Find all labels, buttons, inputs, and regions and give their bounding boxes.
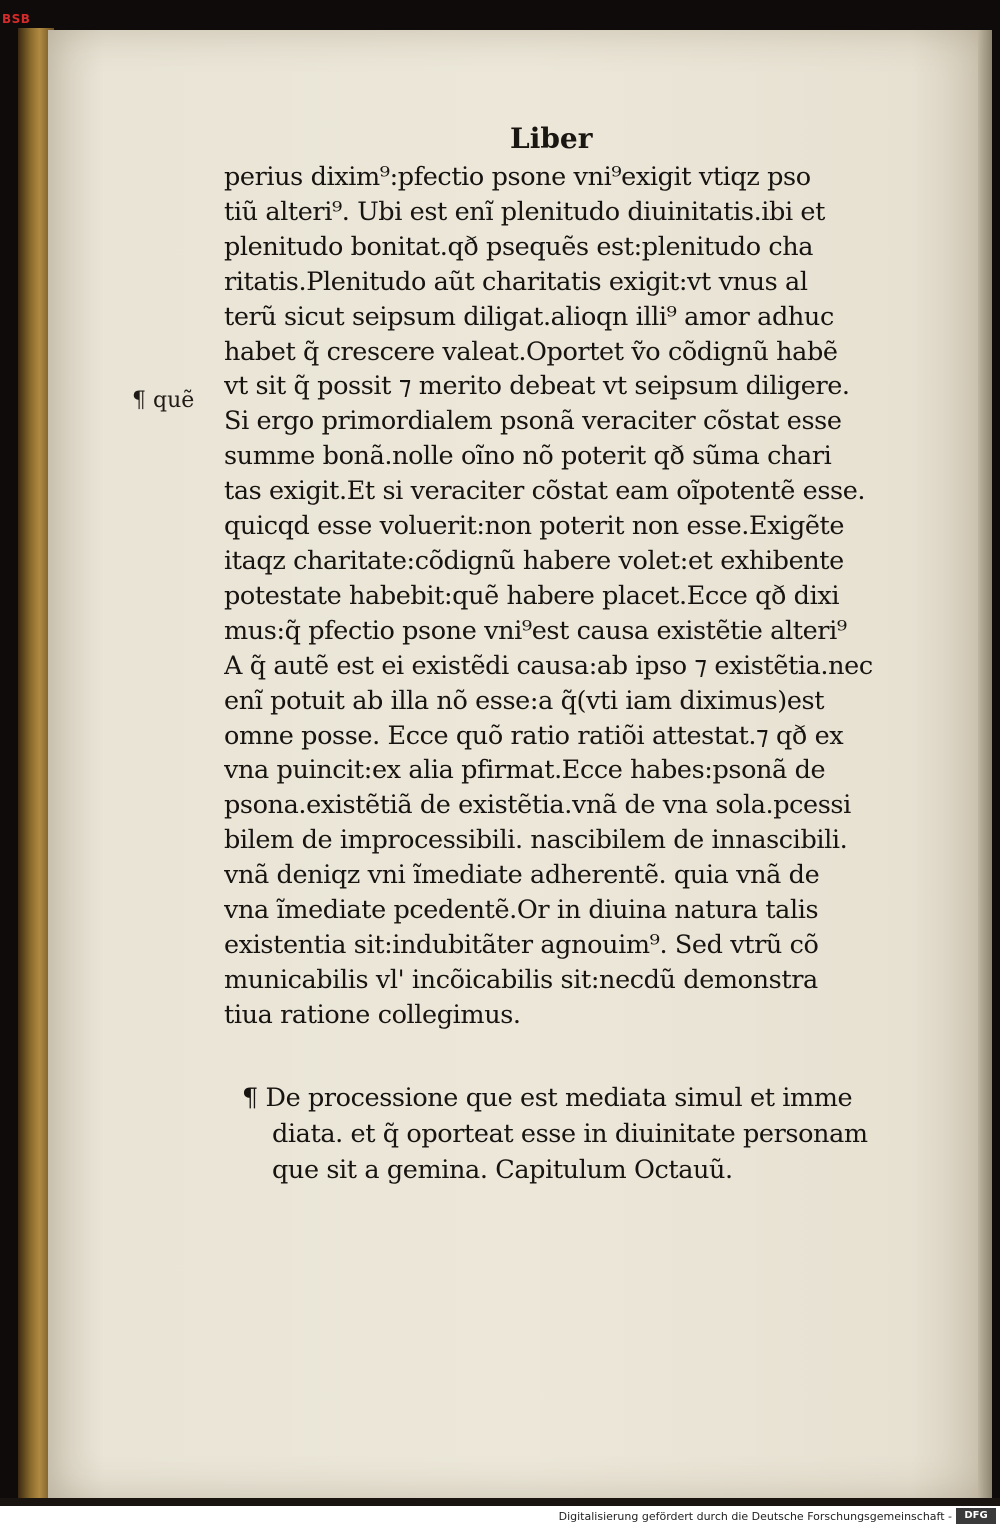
heading-line: ¶ De processione que est mediata simul et imme (242, 1083, 853, 1113)
text-line: vna puincit:ex alia pfirmat.Ecce habes:psonã de (224, 755, 826, 786)
text-line: vnã deniqz vni ĩmediate adherentẽ. quia vnã de (224, 860, 820, 891)
text-line: potestate habebit:quẽ habere placet.Ecce qð dixi (224, 580, 840, 611)
text-line: psona.existẽtiã de existẽtia.vnã de vna sola.pcessi (224, 790, 851, 821)
running-head: Liber (510, 122, 593, 155)
text-line: tiũ alteri⁹. Ubi est enĩ plenitudo diuinitatis.ibi et (224, 196, 825, 227)
dfg-logo: DFG (956, 1508, 996, 1524)
text-line: ritatis.Plenitudo aũt charitatis exigit:vt vnus al (224, 266, 808, 297)
text-line: bilem de improcessibili. nascibilem de innascibili. (224, 825, 848, 856)
text-line: existentia sit:indubitãter agnouim⁹. Sed vtrũ cõ (224, 929, 819, 960)
text-line: vna ĩmediate pcedentẽ.Or in diuina natura talis (224, 895, 819, 926)
main-text-block (224, 160, 914, 1033)
margin-note: ¶ quẽ (132, 388, 195, 413)
text-line: perius dixim⁹:pfectio psone vni⁹exigit vtiqz pso (224, 162, 811, 192)
text-line: itaqz charitate:cõdignũ habere volet:et exhibente (224, 545, 844, 576)
heading-line: que sit a gemina. Capitulum Octauũ. (272, 1155, 733, 1185)
text-line: A q̃ autẽ est ei existẽdi causa:ab ipso ⁊ existẽtia.nec (224, 650, 873, 681)
footer-funding-text: Digitalisierung gefördert durch die Deutsche Forschungsgemeinschaft - (558, 1510, 952, 1523)
text-line: summe bonã.nolle oĩno nõ poterit qð sũma chari (224, 441, 832, 472)
text-line: terũ sicut seipsum diligat.alioqn illi⁹ amor adhuc (224, 301, 834, 332)
text-line: plenitudo bonitat.qð psequẽs est:plenitudo cha (224, 231, 814, 262)
text-line: tiua ratione collegimus. (224, 999, 521, 1030)
text-line: habet q̃ crescere valeat.Oportet ṽo cõdignũ habẽ (224, 336, 838, 367)
chapter-heading (242, 1080, 932, 1188)
page-edge (978, 30, 992, 1498)
text-line: tas exigit.Et si veraciter cõstat eam oĩpotentẽ esse. (224, 476, 866, 507)
text-line: vt sit q̃ possit ⁊ merito debeat vt seipsum diligere. (224, 371, 850, 402)
footer-bar (0, 1506, 1000, 1528)
heading-line: diata. et q̃ oporteat esse in diuinitate personam (272, 1119, 868, 1149)
text-line: quicqd esse voluerit:non poterit non esse.Exigẽte (224, 511, 845, 542)
bsb-logo: BSB (2, 12, 31, 26)
text-line: enĩ potuit ab illa nõ esse:a q̃(vti iam diximus)est (224, 685, 825, 716)
text-line: municabilis vl' incõicabilis sit:necdũ demonstra (224, 964, 818, 995)
text-line: omne posse. Ecce quõ ratio ratiõi attestat.⁊ qð ex (224, 720, 844, 751)
scan-bottom-border (0, 1498, 1000, 1506)
text-line: mus:q̃ pfectio psone vni⁹est causa existẽtie alteri⁹ (224, 615, 847, 646)
text-line: Si ergo primordialem psonã veraciter cõstat esse (224, 406, 842, 437)
